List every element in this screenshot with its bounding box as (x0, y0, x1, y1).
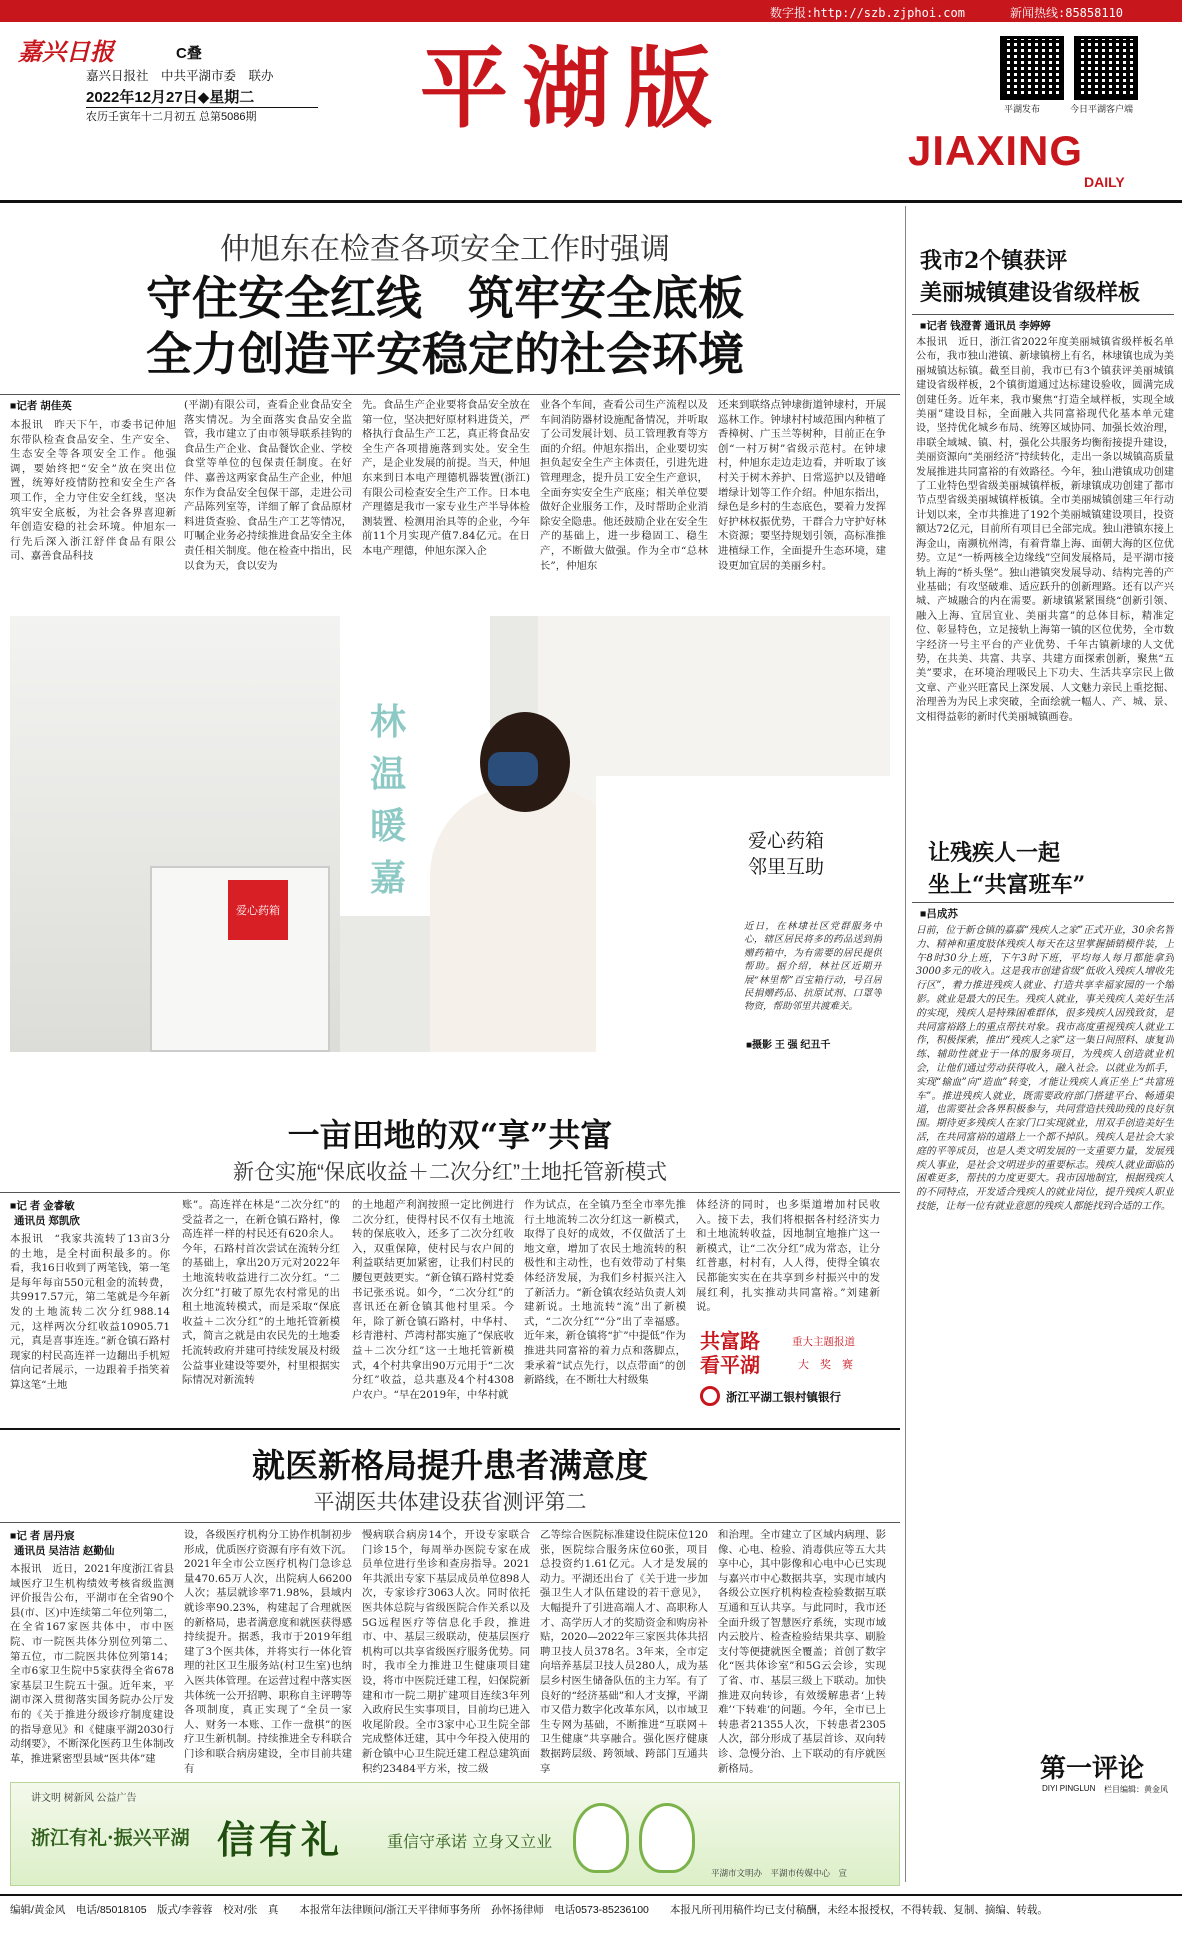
en-sub: DAILY (1084, 174, 1125, 190)
hotline: 新闻热线:85858110 (1010, 6, 1124, 20)
qr-pinghu-release[interactable] (1000, 36, 1064, 100)
lead-headline-2: 全力创造平安稳定的社会环境 (146, 327, 744, 381)
issue-date: 2022年12月27日◆星期二 (86, 86, 318, 108)
top-bar (0, 0, 1182, 22)
medical-col-3: 慢病联合病房14个，开设专家联合门诊15个，每周举办医院专家在成员单位进行坐诊和查房指导。2021年共派出专家下基层成员单位898人次，专家诊疗3063人次。同时依托医共体总院与省级医院合作关系以及5G远程医疗等信息化手段，推进市、中、基层三级联动，使基层医疗机构可以共享省级医疗服务优势。同时，我市全力推进卫生健康项目建设，将市中医院迁建工程，妇保院新建和市一院二期扩建项目连续3年列入政府民生实事项目，目前均已进入收尾阶段。全市3家中心卫生院全部完成整体迁建，其中今年投入使用的新仓镇中心卫生院迁建工程总建筑面积约23484平方米，按二级 (362, 1529, 530, 1774)
lead-headline-1: 守住安全红线 筑牢安全底板 (146, 271, 744, 325)
mascot-left-icon (573, 1803, 629, 1873)
right-column-divider (905, 206, 906, 1882)
rider-headline-1: 让残疾人一起 (928, 840, 1061, 866)
publishers: 嘉兴日报社 中共平湖市委 联办 (86, 69, 274, 83)
farm-col-5: 体经济的同时，也多渠道增加村民收入。接下去，我们将根据各村经济实力和土地流转收益，因地制宜地推广这一新模式，让“二次分红”成为常态，让分红普惠，村村有，人人得，使得全镇农民都能实实在在共享到乡村振兴中的发展红利，扎实推动共同富裕。”刘建新说。 (696, 1199, 880, 1314)
rider-byline: ■吕成苏 (920, 908, 958, 920)
ad-credit: 平湖市文明办 平湖市传媒中心 宣 (711, 1868, 848, 1878)
lunar-date: 农历壬寅年十二月初五 总第5086期 (86, 111, 257, 123)
medical-headline: 就医新格局提升患者满意度 (252, 1446, 648, 1485)
medical-sub: 平湖医共体建设获省测评第二 (313, 1491, 587, 1514)
ad-bank: 浙江平湖工银村镇银行 (726, 1392, 841, 1404)
brand-logo (18, 32, 148, 70)
farm-byline-1: ■记 者 金睿敏 (10, 1200, 75, 1212)
qr1-label: 平湖发布 (1004, 104, 1041, 114)
ad-tag: 重大主题报道 (792, 1336, 855, 1348)
ad-title-1: 共富路 (700, 1329, 760, 1353)
farm-rule (0, 1192, 900, 1193)
farm-col-2: 账”。高连祥在林是“二次分红”的受益者之一，在新仓镇石路村，像高连祥一样的村民还有620余人。今年，石路村首次尝试在流转分红的基础上，拿出20万元对2022年土地流转收益进行二次分红。“二次分红”打破了原先农村常见的出租土地流转模式，而是采取“保底收益＋二次分红”的土地托管新模式，简言之就是由农民先的土地委托流转政府并建可持续发展及村级公益事业建设等要外，村里根据实际情况对新流转 (182, 1199, 340, 1387)
edition-title: 平湖版 (420, 36, 727, 140)
pinglun-editor: 栏目编辑：黄金风 (1104, 1785, 1168, 1794)
town-headline-2: 美丽城镇建设省级样板 (920, 280, 1141, 306)
pinglun-main: 第一评论 (1040, 1754, 1145, 1784)
ad-title-2: 看平湖 (700, 1353, 760, 1377)
medical-col-1: 本报讯 近日，2021年度浙江省县域医疗卫生机构绩效考核省级监测评价报告公布，平湖市在全省90个县(市、区)中连续第二年位列第二，在全省167家医共体中，市中医院、市一院医共体分别位列第二、第五位，市二院医共体位列第14；全市6家卫生院中5家获得全省678家基层卫生院五十强。近年来，平湖市深入贯彻落实国务院办公厅发布的《关于推进分级诊疗制度建设的指导意见》和《健康平湖2030行动纲要》，不断深化医药卫生体制改革，推进紧密型县域“医共体”建 (10, 1563, 174, 1765)
ad-text-2: 信有礼 (217, 1817, 344, 1862)
pinglun-sub: DIYI PINGLUN (1042, 1784, 1096, 1793)
town-text: 本报讯 近日，浙江省2022年度美丽城镇省级样板名单公布，我市独山港镇、新埭镇榜上有名，林埭镇也成为美丽城镇达标镇。截至目前，我市已有3个镇获评美丽城镇建设省级样板，2个镇街道通过达标建设验收，圆满完成创建任务。近年来，我市聚焦“打造全域样板，实现全域美丽”建设目标，全面融入共同富裕现代化基本单元建设，坚持优化城乡布局、统筹区域协同、加强长效治理，串联全域城、镇、村，强化公共服务均衡衔接提升建设，美丽资源向“美丽经济”持续转化，走出一条以城镇高质量发展推进共同富裕的有效路径。今年，独山港镇成功创建了工业特色型省级美丽城镇样板，新埭镇成功创建了都市节点型省级美丽城镇样板镇。全市美丽城镇创建三年行动计划以来，全市共推进了192个美丽城镇建设项目，投资额达72亿元，目前所有项目已全部完成。独山港镇东接上海金山，南濒杭州湾，有着背靠上海、面朝大海的区位优势。立足“一桥两核全边缘线”空间发展格局，是平湖市接轨上海的“桥头堡”。独山港镇突发展导动、结构完善的产业基础；有攻坚破难、适应跃升的创新理路。还有以产兴城、产城融合的内在需要。新埭镇紧紧围绕“创新引领、融入上海、宜居宜业、美丽共富”的总体目标，精准定位、彰显特色，立足接轨上海第一镇的区位优势，全市数字经济一号主平台的产业优势、千年古镇新埭的人文优势，在共美、共富、共享、共建方面探索创新，聚焦“五美”要求，在环境治理吸民上下功夫、生活共享宗民上做文章、产业兴旺富民上深发展、人文魅力亲民上重挖掘、治理善为为民上求突破，全面绘就一幅人、产、城、景、文相得益彰的新时代美丽城镇画卷。 (916, 337, 1174, 723)
photo-credit: ■摄影 王 强 纪丑千 (746, 1040, 831, 1051)
town-byline: ■记者 钱澄菁 通讯员 李婷婷 (920, 320, 1051, 332)
lead-col-2: (平湖)有限公司，查看企业食品安全落实情况。为全面落实食品安全监管，我市建立了由市领导联系挂钩的食品生产企业、食品餐饮企业、学校食堂等单位的包保责任制度。在好伴、嘉善这两家食品生产企业，仲旭东作为食品安全包保干部，走进公司产品陈列室等，详细了解了食品原材料进货查验、食品生产工艺等情况，叮嘱企业务必持续推进食品安全主体责任相关制度。他在检查中指出，民以食为天，食以安为 (184, 399, 352, 572)
lead-rule (0, 394, 900, 395)
qr2-label: 今日平湖客户端 (1070, 104, 1134, 114)
rider-text: 日前，位于新仓镇的嘉嘉“残疾人之家”正式开业，30余名智力、精神和重度肢体残疾人每天在这里掌握插销模件装，上午8时30分上班，下午3时下班，平均每人每月都能拿到3000多元的收入。这是我市创建省级“低收入残疾人增收先行区”，着力推进残疾人就业、打造共享幸福家园的一个缩影。就业是最大的民生。残疾人就业，事关残疾人美好生活的实现，残疾人是特殊困难群体，很多残疾人因残致贫，是共同富裕路上的重点帮扶对象。我市高度重视残疾人就业工作，积极探索，推出“残疾人之家”这一集日间照料、康复训练、辅助性就业于一体的服务项目，为残疾人创造就业机会，让他们通过劳动获得收入，融入社会。以就业为抓手，实现“输血”向“造血”转变，才能让残疾人真正坐上“共富班车”。推进残疾人就业，既需要政府部门搭建平台、畅通渠道，也需要社会各界积极参与，共同营造扶残助残的良好氛围。期待更多残疾人在家门口实现就业，用双手创造美好生活，在共同富裕的道路上一个都不掉队。残疾人是社会大家庭的平等成员，也是人类文明发展的一支重要力量，发展残疾人事业，是社会文明进步的重要标志。残疾人就业面临的困难更多，帮扶的力度更要大。我市因地制宜，根据残疾人的不同特点，开发适合残疾人的就业岗位，提升残疾人职业技能，让每一位有就业意愿的残疾人都能找到合适的工作。 (916, 925, 1174, 1212)
lead-col-4: 业各个车间，查看公司生产流程以及车间消防器材设施配备情况，并听取了公司发展计划、员工管理教育等方面的介绍。仲旭东指出，企业要切实担负起安全生产主体责任，引进先进管理理念，提升员工安全生产意识，全面夯实安全生产底座；相关单位要做好企业服务工作，及时帮助企业消除安全隐患。他还鼓励企业在安全生产的基础上，进一步稳固工、稳生产，不断做大做强。作为全市“总林长”，仲旭东 (540, 399, 708, 572)
photo-caption: 近日，在林埭社区党群服务中心，辖区居民将多的药品送到捐赠药箱中，为有需要的居民提供帮助。据介绍，林社区近期开展“林里帮”百宝箱行动，号召居民捐赠药品、抗原试剂、口罩等物资，帮助邻里共渡难关。 (744, 921, 882, 1013)
ad-text-1: 浙江有礼·振兴平湖 (31, 1827, 190, 1849)
bank-logo-icon (700, 1386, 720, 1406)
rider-headline-2: 坐上“共富班车” (928, 872, 1086, 898)
footer-rule (0, 1894, 1182, 1896)
edition-code: C叠 (176, 45, 202, 62)
lead-byline: ■记者 胡佳英 (10, 400, 72, 412)
pinglun-block (1040, 1748, 1174, 1814)
farm-col-3: 的土地超产利润按照一定比例进行二次分红，使得村民不仅有土地流转的保底收入，还多了二次分红收入，双重保障，使村民与农户间的利益联结更加紧密，让我们村民的腰包更鼓更实。“新仓镇石路村党委书记张丞说。如今，“二次分红”的喜讯还在新仓镇其他村里采。今年，除了新仓镇石路村，中华村、杉青港村、芦湾村都实施了“保底收益＋二次分红”这一土地托管新模式，4个村共拿出90万元用于“二次分红”收益，总共惠及4个村4308户农户。“早在2019年，中华村就 (352, 1199, 514, 1401)
photo-banner-text: 林温暖嘉 (370, 701, 407, 899)
town-headline-1: 我市2个镇获评 (920, 248, 1068, 274)
rider-rule (912, 902, 1174, 903)
medical-col-2: 设，各级医疗机构分工协作机制初步形成，优质医疗资源有序有效下沉。2021年全市公立医疗机构门急诊总量470.65万人次，出院病人66200人次；基层就诊率71.98%，县域内就诊率90.23%，构建起了合理就医的新格局，患者满意度和就医获得感持续提升。据悉，我市于2019年组建了3个医共体，并将实行一体化管理的社区卫生服务站(村卫生室)也纳入医共体管理。在运营过程中落实医共体统一公开招聘、职称自主评聘等各项制度，真正实现了“全员一家人、财务一本账、工作一盘棋”的医疗卫生新机制。持续推进全专科联合门诊和联合病房建设，全市目前共建有 (184, 1529, 352, 1774)
farm-byline-2: 通讯员 郑凯欣 (14, 1215, 80, 1227)
ad-text-3: 重信守承诺 立身又立业 (387, 1832, 553, 1851)
medical-byline-1: ■记 者 居丹宸 (10, 1530, 75, 1542)
farm-col-1: 本报讯 “我家共流转了13亩3分的土地，是全村面积最多的。你看，我16日收到了两笔钱，第一笔是每年每亩550元租金的流转费，共9917.57元，第二笔就是今年新发的土地流转二次分红988.14元，这样两次分红收益10905.71元，真是喜事连连。”新仓镇石路村现家的村民高连祥一边翻出手机短信向记者展示，一边跟着手指笑着算这笔“土地 (10, 1233, 170, 1391)
footer-text: 编辑/黄金风 电话/85018105 版式/李蓉蓉 校对/张 真 本报常年法律顾问/浙江天平律师事务所 孙怀扬律师 电话0573-85236100 本报凡所刊用稿件均已支付稿酬，未经本报授权，不得转载、复制、摘编、转载。 (10, 1904, 1048, 1916)
en-title: JIAXING (908, 127, 1084, 174)
lead-col-1: 本报讯 昨天下午，市委书记仲旭东带队检查食品安全、生产安全、生态安全等各项安全工作。他强调，要始终把“安全”放在突出位置，统筹好疫情防控和安全生产各项工作，全力守住安全红线，坚决筑牢安全底板，为社会各界喜迎新年创造安稳的社会环境。仲旭东一行先后深入浙江舒伴食品有限公司、嘉善食品科技 (10, 419, 176, 563)
farm-headline: 一亩田地的双“享”共富 (287, 1116, 613, 1154)
lead-col-3: 先。食品生产企业要将食品安全放在第一位，坚决把好原材料进货关，严格执行食品生产工艺，真正将食品安全生产各项措施落到实处。安全生产，是企业发展的前提。当天，仲旭东来到日本电产理德机器装置(浙江)有限公司检查安全生产工作。日本电产理德是我市一家专业生产半导体检测装置、检测用治具等的企业，今年前11个月实现产值7.84亿元。在日本电产理德，仲旭东深入企 (362, 399, 530, 557)
photo-mask (488, 752, 538, 786)
masthead-rule (0, 200, 1182, 203)
medical-byline-2: 通讯员 吴洁洁 赵勤仙 (14, 1545, 115, 1557)
ad-award: 大 奖 赛 (798, 1359, 853, 1371)
digital-url[interactable]: 数字报:http://szb.zjphoi.com (770, 6, 965, 20)
lead-col-5: 还来到联络点钟埭街道钟埭村，开展巡林工作。钟埭村村域范围内种植了香樟树、广玉兰等树种，目前正在争创“一村万树”省级示范村。在钟埭村，仲旭东走边走边看，并听取了该村关于树木养护、日常巡护以及错峰增绿计划等工作介绍。仲旭东指出，绿色是乡村的生态底色，要着力发挥好护林权振优势，干群合力守护好林木资源；要坚持规划引领，高标准推进植绿工作，全面提升生态环境，建设更加宜居的美丽乡村。 (718, 399, 886, 572)
brand-name: 嘉兴日报 (18, 37, 114, 66)
town-rule (912, 314, 1174, 315)
lead-kicker: 仲旭东在检查各项安全工作时强调 (220, 233, 670, 266)
medical-col-4: 乙等综合医院标准建设住院床位120张，医院综合服务床位60张，项目总投资约1.61亿元。人才是发展的动力。平湖还出台了《关于进一步加强卫生人才队伍建设的若干意见》，大幅提升了引进高端人才、高职称人才、高学历人才的奖励资金和购房补贴，2020—2022年三家医共体共招聘卫技人员378名。3年来，全市定向培养基层卫技人员280人，成为基层乡村医生储备队伍的主力军。有了良好的“经济基础”和人才支撑，平湖市又借力数字化改革东风，以市域卫生专网为基础，不断推进“互联网＋卫生健康”共享融合。强化医疗健康数据跨层级、跨领域、跨部门互通共享 (540, 1529, 708, 1774)
farm-col-4: 作为试点，在全镇乃至全市率先推行土地流转二次分红这一新模式，取得了良好的成效，不仅做活了土地文章，增加了农民土地流转的积极性和主动性，也有效带动了村集体经济发展，为我们乡村振兴注入了新活力。“新仓镇农经站负责人刘建新说。土地流转“流”出了新模式，“二次分红”“分”出了幸福感。近年来，新仓镇将“扩”中提低”作为推进共同富裕的着力点和落脚点，秉承着“试点先行，以点带面”的创新路线，在不断壮大村级集 (524, 1199, 686, 1387)
farm-sub: 新仓实施“保底收益＋二次分红”土地托管新模式 (233, 1161, 667, 1184)
public-service-ad (10, 1782, 900, 1886)
medical-rule (0, 1522, 900, 1523)
photo-cabinet-sign: 爱心药箱 (228, 880, 288, 940)
photo-caption-title: 爱心药箱 邻里互助 (748, 830, 825, 878)
common-prosperity-ad (696, 1328, 886, 1420)
medical-top-rule (0, 1428, 900, 1430)
ad-small-label: 讲文明 树新风 公益广告 (31, 1793, 137, 1804)
mascot-right-icon (639, 1803, 695, 1873)
qr-app[interactable] (1074, 36, 1138, 100)
medical-col-5: 和治理。全市建立了区域内病理、影像、心电、检验、消毒供应等五大共享中心，其中影像和心电中心已实现与嘉兴市中心数据共享，实现市域内各级公立医疗机构检查检验数据互联互通和互认共享。与此同时，我市还全面升级了智慧医疗系统，实现市域内云胶片、检查检验结果共享、刷脸支付等便捷就医全覆盖；首创了数字化“医共体诊室”和5G云会诊，实现了省、市、基层三级上下联动。加快推进双向转诊，有效缓解患者‘上转难’‘下转难’的问题。今年，全市已上转患者21355人次，下转患者2305人次，部分形成了基层首诊、双向转诊、急慢分治、上下联动的有序就医新格局。 (718, 1529, 886, 1774)
